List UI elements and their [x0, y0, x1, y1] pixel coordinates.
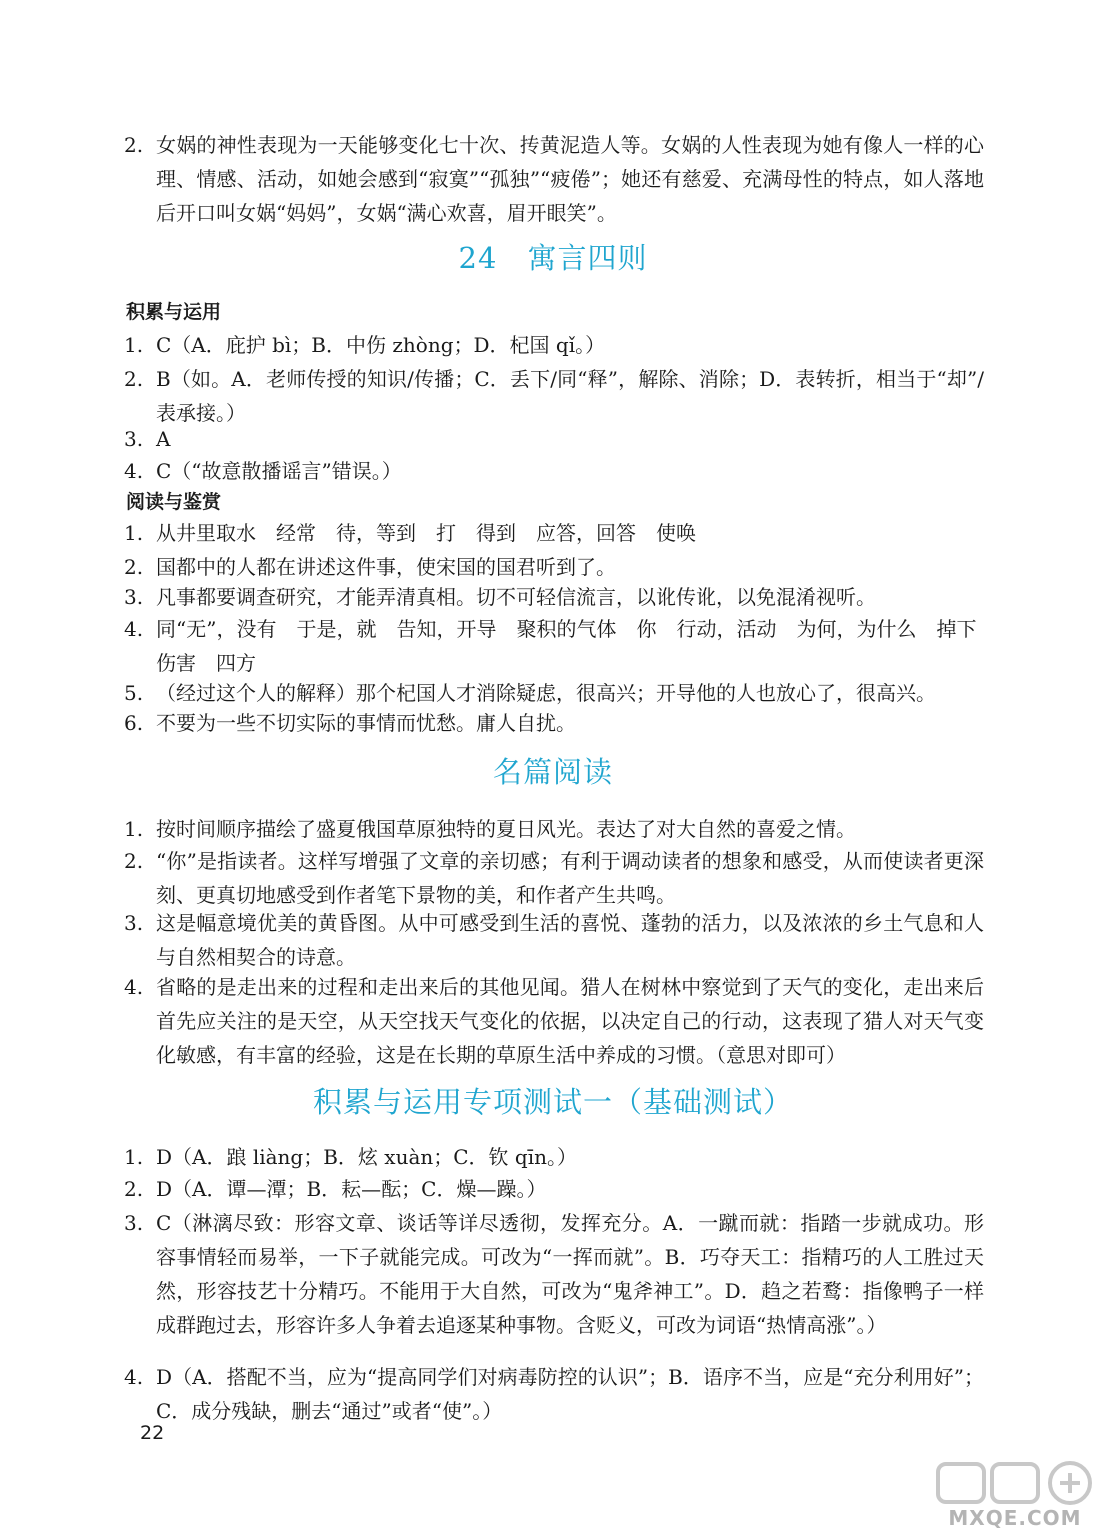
watermark-text: MXQE.COM [948, 1506, 1082, 1530]
answer-item [124, 812, 984, 846]
subsection-heading: 积累与运用 [126, 301, 222, 323]
answer-item [124, 422, 984, 456]
item-text: 同“无”，没有 于是，就 告知，开导 聚积的气体 你 行动，活动 为何，为什么 掉下 伤害 四方 [156, 617, 997, 675]
item-text: B（如。A．老师传授的知识/传播；C．丢下/同“释”，解除、消除；D．表转折，相当于“却”/表承接。） [156, 367, 984, 425]
item-number: 1. [124, 521, 144, 545]
item-text: C（“故意散播谣言”错误。） [156, 459, 402, 483]
item-text: 凡事都要调查研究，才能弄清真相。切不可轻信流言，以讹传讹，以免混淆视听。 [156, 585, 876, 609]
item-text: 女娲的神性表现为一天能够变化七十次、抟黄泥造人等。女娲的人性表现为她有像人一样的心理、情感、活动，如她会感到“寂寞”“孤独”“疲倦”；她还有慈爱、充满母性的特点，如人落地后开口叫女娲“妈妈”，女娲“满心欢喜，眉开眼笑”。 [156, 133, 984, 225]
answer-item [124, 550, 984, 584]
item-text: 这是幅意境优美的黄昏图。从中可感受到生活的喜悦、蓬勃的活力，以及浓浓的乡土气息和人与自然相契合的诗意。 [156, 911, 984, 969]
item-number: 2. [124, 1177, 144, 1201]
answer-item [124, 128, 984, 230]
item-number: 1. [124, 817, 144, 841]
item-text: 从井里取水 经常 待，等到 打 得到 应答，回答 使唤 [156, 521, 696, 545]
section-title: 名篇阅读 [492, 755, 613, 789]
item-text: “你”是指读者。这样写增强了文章的亲切感；有利于调动读者的想象和感受，从而使读者更深刻、更真切地感受到作者笔下景物的美，和作者产生共鸣。 [156, 849, 984, 907]
section-title: 积累与运用专项测试一（基础测试） [312, 1085, 793, 1119]
item-text: 国都中的人都在讲述这件事，使宋国的国君听到了。 [156, 555, 616, 579]
item-text: （经过这个人的解释）那个杞国人才消除疑虑，很高兴；开导他的人也放心了，很高兴。 [156, 681, 936, 705]
item-text: 按时间顺序描绘了盛夏俄国草原独特的夏日风光。表达了对大自然的喜爱之情。 [156, 817, 856, 841]
answer-item [124, 612, 997, 680]
item-number: 4. [124, 975, 144, 999]
answer-item [124, 1206, 984, 1376]
item-number: 5. [124, 681, 144, 705]
watermark [930, 1460, 1100, 1530]
item-number: 3. [124, 585, 144, 609]
item-number: 4. [124, 459, 144, 483]
answer-item [124, 454, 984, 488]
answer-item [124, 516, 984, 550]
answer-item [124, 676, 984, 710]
answer-item [124, 362, 984, 430]
answer-item [124, 906, 984, 974]
subsection-heading: 阅读与鉴赏 [126, 491, 222, 513]
item-text: D（A．踉 liàng；B．炫 xuàn；C．钦 qīn。） [156, 1145, 577, 1169]
item-text: D（A．搭配不当，应为“提高同学们对病毒防控的认识”；B．语序不当，应是“充分利用好”；C．成分残缺，删去“通过”或者“使”。） [156, 1365, 984, 1423]
answer-item [124, 1172, 984, 1206]
section-title: 24 寓言四则 [458, 241, 648, 275]
answer-stamp-logo-icon [930, 1460, 1100, 1506]
answer-item [124, 580, 984, 614]
answer-item [124, 844, 984, 912]
answer-item [124, 1140, 984, 1174]
item-number: 2. [124, 555, 144, 579]
item-number: 4. [124, 617, 144, 641]
answer-item [124, 970, 984, 1072]
item-number: 4. [124, 1365, 144, 1389]
item-text: D（A．谭—潭；B．耘—酝；C．燥—躁。） [156, 1177, 547, 1201]
item-text: C（淋漓尽致：形容文章、谈话等详尽透彻，发挥充分。A．一蹴而就：指踏一步就成功。形容事情轻而易举，一下子就能完成。可改为“一挥而就”。B．巧夺天工：指精巧的人工胜过天然，形容技艺十分精巧。不能用于大自然，可改为“鬼斧神工”。D．趋之若鹜：指像鸭子一样成群跑过去，形容许多人争着去追逐某种事物。含贬义，可改为词语“热情高涨”。） [156, 1211, 984, 1337]
answer-item [124, 1360, 984, 1428]
item-text: 不要为一些不切实际的事情而忧愁。庸人自扰。 [156, 711, 576, 735]
item-number: 3. [124, 1211, 144, 1235]
answer-item [124, 706, 984, 740]
item-number: 3. [124, 427, 144, 451]
answer-item [124, 328, 984, 362]
item-number: 1. [124, 1145, 144, 1169]
item-text: 省略的是走出来的过程和走出来后的其他见闻。猎人在树林中察觉到了天气的变化，走出来后首先应关注的是天空，从天空找天气变化的依据，以决定自己的行动，这表现了猎人对天气变化敏感，有丰富的经验，这是在长期的草原生活中养成的习惯。（意思对即可） [156, 975, 984, 1067]
item-text: C（A．庇护 bì；B．中伤 zhòng；D．杞国 qǐ。） [156, 333, 606, 357]
item-number: 2. [124, 133, 144, 157]
item-number: 2. [124, 849, 144, 873]
item-number: 3. [124, 911, 144, 935]
item-number: 1. [124, 333, 144, 357]
item-number: 2. [124, 367, 144, 391]
page-number: 22 [140, 1422, 165, 1444]
item-number: 6. [124, 711, 144, 735]
item-text: A [156, 427, 171, 451]
